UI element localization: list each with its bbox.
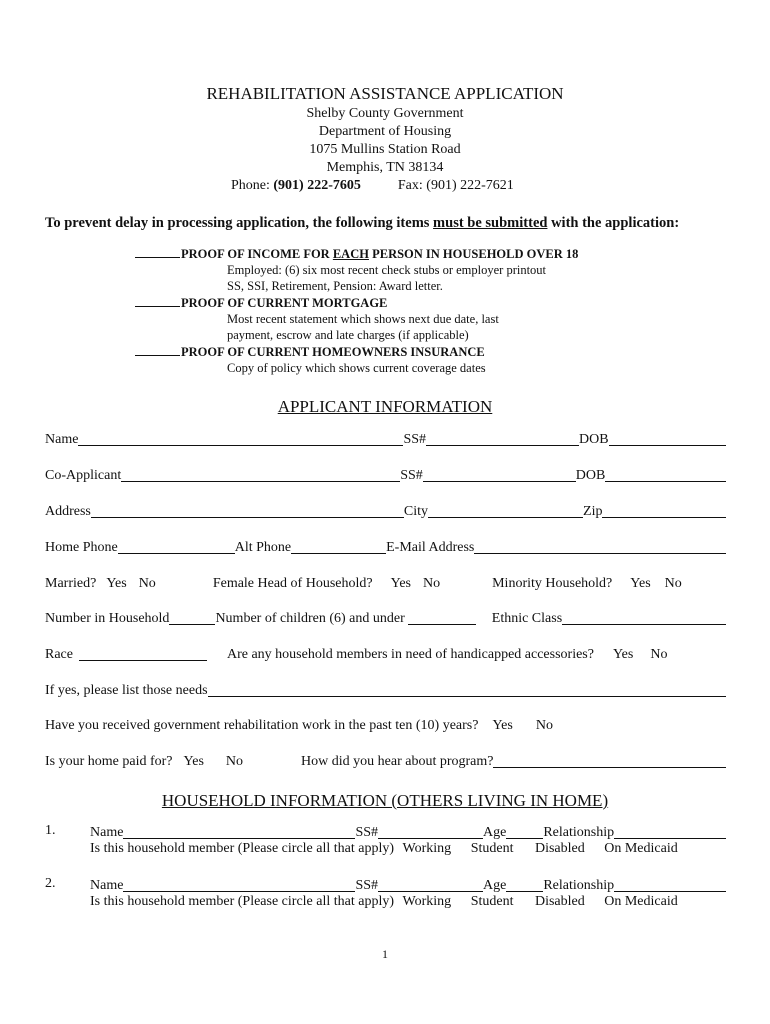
- requirement-checkline[interactable]: [135, 294, 180, 307]
- dob-label: DOB: [575, 468, 606, 483]
- coapplicant-ss-field[interactable]: [423, 467, 576, 482]
- city-label: City: [403, 504, 429, 519]
- gov-rehab-row: [45, 716, 726, 734]
- member-name-field[interactable]: [123, 877, 355, 892]
- requirement-insurance: [135, 343, 485, 360]
- requirement-label: PROOF OF CURRENT MORTGAGE: [181, 296, 388, 310]
- coapplicant-row: [45, 466, 726, 484]
- demographics-row: [45, 574, 726, 592]
- member-relationship-field[interactable]: [614, 824, 726, 839]
- org-name: Shelby County Government: [306, 106, 464, 121]
- form-title: REHABILITATION ASSISTANCE APPLICATION: [206, 84, 564, 103]
- ss-field[interactable]: [426, 431, 579, 446]
- requirement-detail: SS, SSI, Retirement, Pension: Award letter.: [227, 279, 443, 293]
- notice-text: To prevent delay in processing application, the following items: [45, 215, 434, 231]
- race-label: Race: [45, 647, 73, 662]
- dob-label: DOB: [579, 432, 609, 447]
- applicant-section-heading: APPLICANT INFORMATION: [277, 397, 493, 416]
- paid-for-question: Is your home paid for?: [45, 754, 173, 769]
- needs-row: [45, 681, 726, 699]
- requirement-detail: Copy of policy which shows current coverage dates: [227, 361, 486, 375]
- zip-label: Zip: [583, 504, 603, 519]
- member-ss-label: SS#: [355, 878, 379, 893]
- gov-rehab-yes-option[interactable]: Yes: [492, 718, 513, 733]
- requirement-mortgage: [135, 294, 387, 311]
- address-field[interactable]: [91, 503, 404, 518]
- num-household-field[interactable]: [169, 610, 215, 625]
- member-age-label: Age: [483, 825, 507, 840]
- coapplicant-label: Co-Applicant: [45, 468, 122, 483]
- zip-field[interactable]: [602, 503, 726, 518]
- member-ss-label: SS#: [355, 825, 379, 840]
- dob-field[interactable]: [609, 431, 726, 446]
- member-1-row: [90, 823, 726, 841]
- requirement-detail: Most recent statement which shows next due date, last: [227, 312, 499, 326]
- member-name-field[interactable]: [123, 824, 355, 839]
- address-row: [45, 502, 726, 520]
- paid-for-row: [45, 752, 726, 770]
- address-label: Address: [45, 504, 91, 519]
- member-age-field[interactable]: [506, 824, 543, 839]
- handicapped-question: Are any household members in need of handicapped accessories?: [226, 647, 594, 662]
- requirement-label: PROOF OF CURRENT HOMEOWNERS INSURANCE: [181, 345, 485, 359]
- requirement-checkline[interactable]: [135, 245, 180, 258]
- street-address: 1075 Mullins Station Road: [309, 142, 461, 157]
- num-children-label: Number of children (6) and under: [215, 611, 405, 626]
- ss-label: SS#: [400, 468, 423, 483]
- gov-rehab-question: Have you received government rehabilitation work in the past ten (10) years?: [45, 718, 479, 733]
- ethnic-label: Ethnic Class: [491, 611, 563, 626]
- status-working-option[interactable]: Working: [402, 894, 452, 909]
- status-student-option[interactable]: Student: [470, 841, 514, 856]
- num-children-field[interactable]: [408, 610, 476, 625]
- needs-label: If yes, please list those needs: [45, 683, 208, 698]
- requirement-label-end: PERSON IN HOUSEHOLD OVER 18: [368, 247, 579, 261]
- status-disabled-option[interactable]: Disabled: [534, 894, 585, 909]
- handicapped-yes-option[interactable]: Yes: [612, 647, 634, 662]
- member-relationship-label: Relationship: [543, 825, 615, 840]
- paid-for-yes-option[interactable]: Yes: [183, 754, 204, 769]
- hear-about-label: How did you hear about program?: [301, 754, 494, 769]
- status-disabled-option[interactable]: Disabled: [534, 841, 585, 856]
- coapplicant-field[interactable]: [121, 467, 400, 482]
- email-label: E-Mail Address: [386, 540, 475, 555]
- hear-about-field[interactable]: [493, 753, 726, 768]
- married-yes-option[interactable]: Yes: [106, 576, 127, 591]
- race-row: [45, 645, 726, 663]
- submission-notice: [45, 215, 679, 232]
- home-phone-label: Home Phone: [45, 540, 118, 555]
- notice-emphasis: must be submitted: [433, 215, 548, 231]
- phone-row: [45, 538, 726, 556]
- page-number: 1: [382, 947, 388, 961]
- race-field[interactable]: [79, 646, 207, 661]
- num-household-label: Number in Household: [45, 611, 170, 626]
- email-field[interactable]: [474, 539, 726, 554]
- member-ss-field[interactable]: [378, 824, 483, 839]
- status-medicaid-option[interactable]: On Medicaid: [604, 894, 678, 909]
- requirement-income: [135, 245, 578, 262]
- status-working-option[interactable]: Working: [402, 841, 452, 856]
- member-ss-field[interactable]: [378, 877, 483, 892]
- city-field[interactable]: [428, 503, 583, 518]
- city-state-zip: Memphis, TN 38134: [326, 160, 444, 175]
- member-status-question: Is this household member (Please circle all that apply): [90, 841, 395, 856]
- fax-number: Fax: (901) 222-7621: [397, 178, 514, 193]
- requirement-detail: Employed: (6) six most recent check stubs or employer printout: [227, 263, 547, 277]
- name-row: [45, 430, 726, 448]
- member-number: 2.: [45, 876, 56, 891]
- member-age-field[interactable]: [506, 877, 543, 892]
- requirement-checkline[interactable]: [135, 343, 180, 356]
- paid-for-no-option[interactable]: No: [225, 754, 244, 769]
- member-relationship-field[interactable]: [614, 877, 726, 892]
- coapplicant-dob-field[interactable]: [605, 467, 726, 482]
- minority-yes-option[interactable]: Yes: [630, 576, 651, 591]
- ethnic-field[interactable]: [562, 610, 726, 625]
- household-count-row: [45, 609, 726, 627]
- member-relationship-label: Relationship: [543, 878, 615, 893]
- phone-label: Phone:: [231, 178, 270, 193]
- household-section-heading: HOUSEHOLD INFORMATION (OTHERS LIVING IN HOME): [161, 791, 609, 810]
- status-medicaid-option[interactable]: On Medicaid: [604, 841, 678, 856]
- name-label: Name: [45, 432, 79, 447]
- member-1-status-row: [90, 841, 678, 857]
- name-field[interactable]: [78, 431, 403, 446]
- married-no-option[interactable]: No: [138, 576, 156, 591]
- handicapped-no-option[interactable]: No: [650, 647, 668, 662]
- member-2-status-row: [90, 894, 678, 910]
- phone-line: [231, 177, 514, 195]
- female-head-no-option[interactable]: No: [422, 576, 441, 591]
- requirement-label: PROOF OF INCOME FOR: [181, 247, 333, 261]
- married-label: Married?: [45, 576, 97, 591]
- department-name: Department of Housing: [318, 124, 452, 139]
- phone-number: (901) 222-7605: [273, 178, 361, 193]
- member-name-label: Name: [90, 825, 124, 840]
- requirement-detail: payment, escrow and late charges (if applicable): [227, 328, 469, 342]
- minority-label: Minority Household?: [492, 576, 613, 591]
- member-age-label: Age: [483, 878, 507, 893]
- requirement-emphasis: EACH: [332, 247, 369, 261]
- notice-text-end: with the application:: [547, 215, 680, 231]
- alt-phone-field[interactable]: [291, 539, 386, 554]
- needs-field[interactable]: [208, 682, 726, 697]
- ss-label: SS#: [403, 432, 427, 447]
- alt-phone-label: Alt Phone: [234, 540, 292, 555]
- gov-rehab-no-option[interactable]: No: [535, 718, 553, 733]
- member-status-question: Is this household member (Please circle all that apply): [90, 894, 395, 909]
- female-head-label: Female Head of Household?: [212, 576, 373, 591]
- home-phone-field[interactable]: [118, 539, 235, 554]
- member-2-row: [90, 876, 726, 894]
- member-name-label: Name: [90, 878, 124, 893]
- member-number: 1.: [45, 823, 56, 838]
- minority-no-option[interactable]: No: [664, 576, 682, 591]
- female-head-yes-option[interactable]: Yes: [390, 576, 411, 591]
- status-student-option[interactable]: Student: [470, 894, 514, 909]
